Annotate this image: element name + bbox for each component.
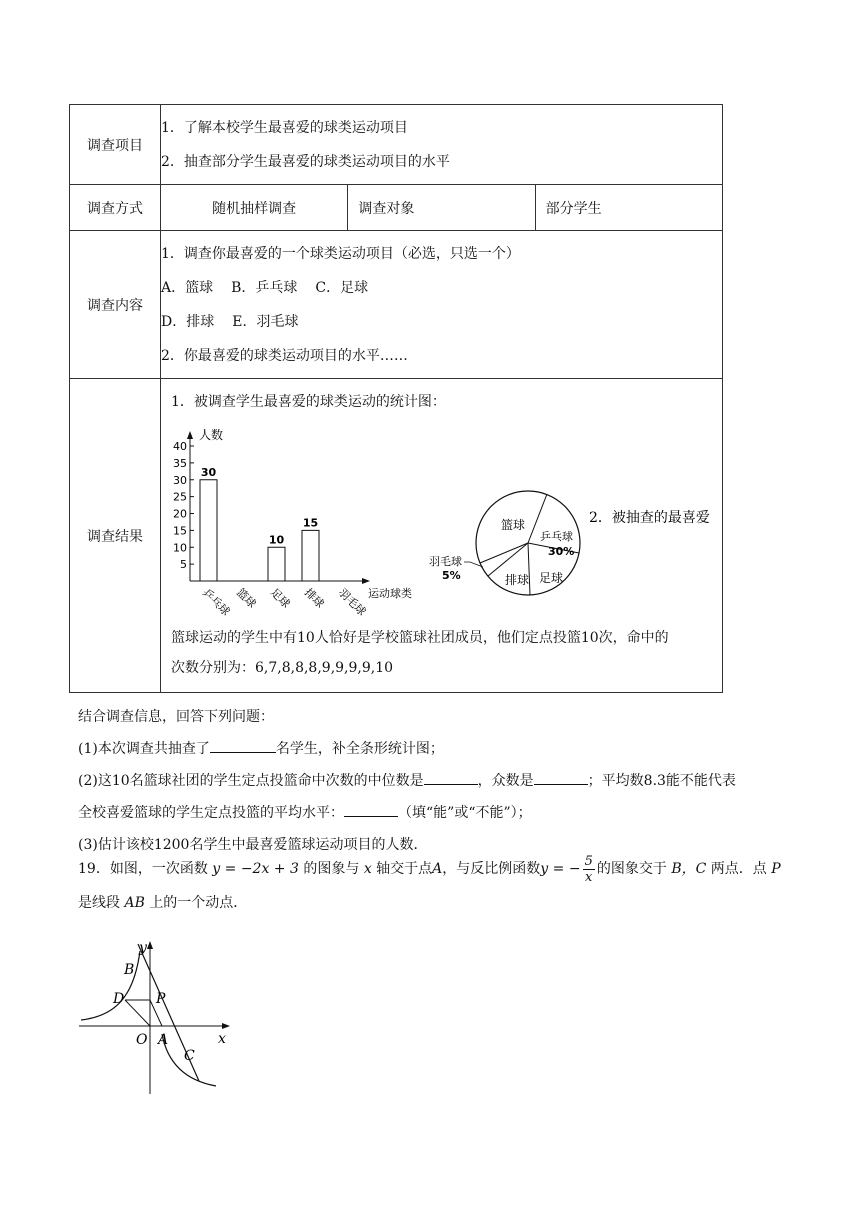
q2-text-d: 全校喜爱篮球的学生定点投篮的平均水平： <box>78 805 344 821</box>
graph-label-d: D <box>113 991 125 1007</box>
graph-label-o: O <box>136 1032 148 1048</box>
graph-label-c: C <box>184 1048 195 1064</box>
row-label: 调查内容 <box>70 231 161 379</box>
y-axis-label: 人数 <box>199 428 224 442</box>
fraction <box>583 854 595 885</box>
problem-19-line-2 <box>78 886 781 920</box>
answer-blank <box>534 770 588 785</box>
y-tick-label: 40 <box>173 440 187 453</box>
x-category-label: 羽毛球 <box>335 585 369 619</box>
segment-do <box>125 1000 150 1026</box>
bar-value-label: 10 <box>268 533 285 547</box>
question-3: (3)估计该校1200名学生中最喜爱篮球运动项目的人数． <box>78 837 428 853</box>
p19-text: 的图象交于 <box>596 861 667 877</box>
graph-label-p: P <box>156 991 166 1007</box>
p19-text: 上的一个动点． <box>149 895 248 911</box>
pie-label-pingpong: 乒乓球 <box>540 530 573 543</box>
question-2-cont <box>78 797 736 829</box>
content-options-1 <box>161 271 722 305</box>
points-bc: B，C <box>671 861 707 877</box>
pie-label-badminton: 羽毛球 <box>429 555 462 568</box>
point-p: P <box>771 861 781 877</box>
result-block <box>161 379 722 692</box>
graph-x-arrow <box>222 1023 230 1029</box>
content-line-1: 1．调查你最喜爱的一个球类运动项目（必选，只选一个） <box>161 245 520 262</box>
x-axis-label: 运动球类 <box>368 587 412 600</box>
option-c: C．足球 <box>315 279 369 296</box>
questions-intro: 结合调查信息，回答下列问题： <box>78 709 274 725</box>
content-options-2 <box>161 305 722 339</box>
row-label: 调查项目 <box>70 105 161 185</box>
inverse-equation: y = − <box>540 861 581 877</box>
bar-chart <box>173 427 412 618</box>
project-cell <box>161 105 723 185</box>
x-category-label: 足球 <box>267 585 293 611</box>
pie-chart <box>429 491 710 595</box>
p19-text: 两点．点 <box>710 861 767 877</box>
p19-text: ，与反比例函数 <box>442 861 541 877</box>
x-variable: x <box>363 861 372 877</box>
y-tick-label: 30 <box>173 473 187 487</box>
answer-blank <box>344 802 398 817</box>
row-survey-method <box>70 185 723 231</box>
q1-text-b: 名学生，补全条形统计图； <box>275 741 444 757</box>
row-survey-content <box>70 231 723 379</box>
q2-text-c: ；平均数8.3能不能代表 <box>587 773 736 789</box>
q2-text-b: ，众数是 <box>477 773 534 789</box>
x-axis-arrow <box>362 578 370 584</box>
y-tick-label: 20 <box>173 507 187 521</box>
point-a: A <box>432 861 443 877</box>
q2-text-e: （填“能”或“不能”）； <box>398 805 532 821</box>
q2-text-a: (2)这10名篮球社团的学生定点投篮命中次数的中位数是 <box>78 773 424 789</box>
problem-19 <box>78 852 781 920</box>
p19-text: 的图象与 <box>303 861 360 877</box>
y-tick-label: 25 <box>173 490 187 504</box>
y-axis-arrow <box>187 431 193 439</box>
bar <box>200 480 217 581</box>
fraction-numerator: 5 <box>584 853 593 869</box>
x-category-label: 乒乓球 <box>199 585 233 619</box>
bar-value-label: 30 <box>200 465 217 479</box>
result-charts <box>161 419 723 619</box>
bar-value-label: 15 <box>302 516 319 530</box>
option-b: B．乒乓球 <box>231 279 298 296</box>
pie-label-volleyball: 排球 <box>505 573 530 587</box>
answer-blank <box>210 738 276 753</box>
graph-label-y: y <box>139 940 147 956</box>
graph-label-x: x <box>218 1031 226 1047</box>
answer-blank <box>424 770 478 785</box>
bar <box>268 547 285 581</box>
row-label: 调查方式 <box>70 185 161 231</box>
row-label: 调查结果 <box>70 379 161 693</box>
y-tick-label: 35 <box>173 456 187 470</box>
questions <box>78 701 736 861</box>
p19-text: 轴交于点 <box>376 861 433 877</box>
p19-text: 是线段 <box>78 895 120 911</box>
target-label: 调查对象 <box>348 185 535 231</box>
linear-equation: y = −2x + 3 <box>212 861 299 877</box>
result-cell <box>161 379 723 693</box>
graph-y-arrow <box>147 941 153 949</box>
graph-label-a: A <box>158 1032 169 1048</box>
row-survey-project <box>70 105 723 185</box>
function-graph-figure <box>76 936 236 1098</box>
question-1 <box>78 733 736 765</box>
question-2 <box>78 765 736 797</box>
option-e: E．羽毛球 <box>232 313 299 330</box>
x-category-label: 篮球 <box>233 585 259 611</box>
project-line-2: 2．抽查部分学生最喜爱的球类运动项目的水平 <box>161 153 450 170</box>
content-cell <box>161 231 723 379</box>
bar <box>302 530 319 581</box>
option-d: D．排球 <box>161 313 215 330</box>
pie-note: 2．被抽查的最喜爱 <box>589 510 710 526</box>
target-value: 部分学生 <box>535 185 722 231</box>
method-value: 随机抽样调查 <box>161 185 348 231</box>
p19-text: 19．如图，一次函数 <box>78 861 208 877</box>
q1-text-a: (1)本次调查共抽查了 <box>78 741 210 757</box>
x-category-label: 排球 <box>301 585 327 611</box>
segment-ab: AB <box>124 895 145 911</box>
result-tail <box>171 623 669 683</box>
result-tail-line-2: 次数分别为：6,7,8,8,8,9,9,9,9,10 <box>171 660 394 676</box>
y-tick-label: 10 <box>173 541 187 555</box>
pie-label-football: 足球 <box>539 571 564 585</box>
content-line-4: 2．你最喜爱的球类运动项目的水平…… <box>161 347 408 364</box>
result-line-1: 1．被调查学生最喜爱的球类运动的统计图： <box>171 394 446 410</box>
problem-19-line-1 <box>78 852 781 886</box>
pie-pct-badminton: 5% <box>442 569 461 582</box>
option-a: A．篮球 <box>161 279 214 296</box>
pie-label-basketball: 篮球 <box>501 518 526 532</box>
survey-table <box>69 104 723 693</box>
pie-pct-pingpong: 30% <box>548 545 575 558</box>
project-line-1: 1．了解本校学生最喜爱的球类运动项目 <box>161 119 408 136</box>
graph-label-b: B <box>124 962 135 978</box>
row-survey-result <box>70 379 723 693</box>
result-tail-line-1: 篮球运动的学生中有10人恰好是学校篮球社团成员，他们定点投篮10次，命中的 <box>171 630 669 646</box>
y-tick-label: 5 <box>180 558 187 572</box>
fraction-denominator: x <box>585 869 593 885</box>
y-tick-label: 15 <box>173 524 187 538</box>
